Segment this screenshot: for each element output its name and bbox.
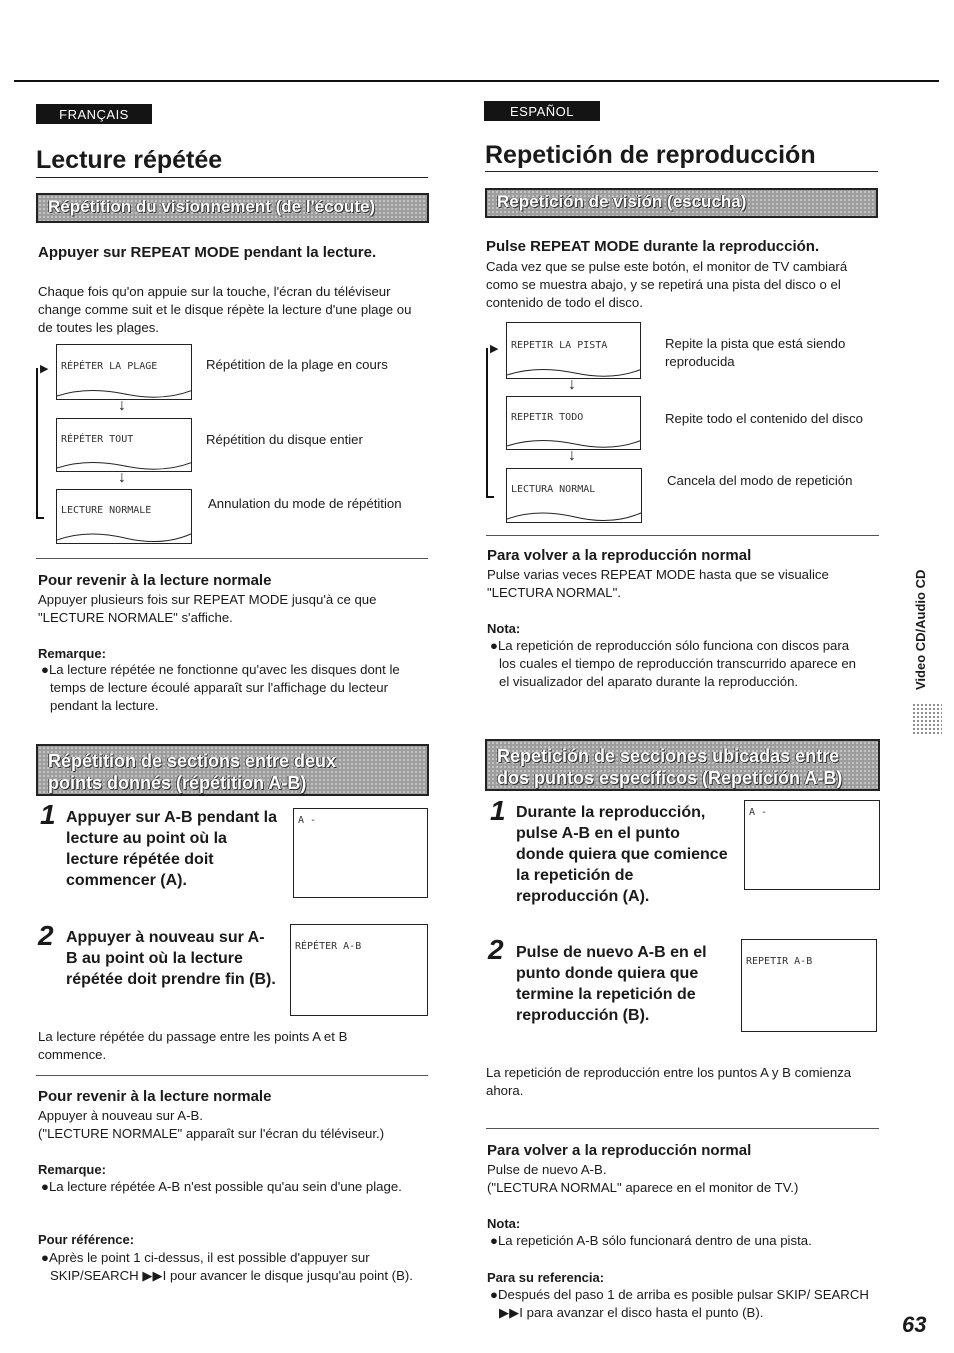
tv-screen-repeat-track-es: REPETIR LA PISTA (506, 322, 641, 367)
divider (486, 535, 879, 536)
step-number-1: 1 (40, 799, 56, 830)
ab-ref-body-fr: ●Après le point 1 ci-dessus, il est possible d'appuyer sur SKIP/SEARCH ▶▶I pour avancer le disque jusqu'au point (B). (41, 1250, 413, 1283)
ab-normal-body2-es: ("LECTURA NORMAL" aparece en el monitor de TV.) (487, 1180, 799, 1195)
step-number-2: 2 (488, 934, 504, 965)
lang-label-es: ESPAÑOL (484, 101, 600, 121)
cycle-desc-fr: Répétition du disque entier (206, 432, 363, 447)
tv-screen-repeat-all-es: REPETIR TODO (506, 396, 641, 438)
title-rule-fr (36, 177, 428, 178)
title-rule-es (485, 171, 878, 172)
step-text-2-es: Pulse de nuevo A-B en el punto donde quiera que termine la repetición de reproducción (B). (516, 944, 707, 1024)
cycle-desc-es: Repite todo el contenido del disco (665, 411, 863, 426)
cycle-bracket-es (486, 348, 494, 498)
cycle-desc-es: Repite la pista que está siendo reproducida (665, 336, 846, 369)
top-rule (14, 80, 939, 82)
instruction-body-es: Cada vez que se pulse este botón, el monitor de TV cambiará como se muestra abajo, y se repetirá una pista del disco o el contenido de todo el disco. (486, 259, 848, 310)
tv-screen-ab-start-es: A - (744, 800, 880, 890)
instruction-heading-fr: Appuyer sur REPEAT MODE pendant la lecture. (38, 244, 377, 261)
tv-screen-repeat-track-fr: RÉPÉTER LA PLAGE (56, 344, 192, 388)
normal-body-es: Pulse varias veces REPEAT MODE hasta que se visualice "LECTURA NORMAL". (487, 567, 829, 600)
ab-note-label-es: Nota: (487, 1216, 521, 1231)
note-label-es: Nota: (487, 621, 521, 636)
page-number: 63 (902, 1312, 927, 1337)
normal-heading-fr: Pour revenir à la lecture normale (38, 572, 272, 589)
section-band-ab-es: Repetición de secciones ubicadas entre dos puntos específicos (Repetición A-B) (485, 739, 880, 791)
ab-normal-heading-fr: Pour revenir à la lecture normale (38, 1088, 272, 1105)
tv-screen-wave-es (506, 508, 642, 523)
ab-result-es: La repetición de reproducción entre los puntos A y B comienza ahora. (486, 1065, 852, 1098)
ab-ref-body-es: ●Después del paso 1 de arriba es posible pulsar SKIP/ SEARCH ▶▶I para avanzar el disco hasta el punto (B). (490, 1287, 869, 1320)
instruction-heading-es: Pulse REPEAT MODE durante la reproducción. (486, 238, 820, 255)
ab-ref-label-fr: Pour référence: (38, 1232, 135, 1247)
note-body-es: ●La repetición de reproducción sólo funciona con discos para los cuales el tiempo de reproducción transcurrido aparece en el visualizador del aparato durante la reproducción. (490, 638, 856, 689)
normal-heading-es: Para volver a la reproducción normal (487, 547, 752, 564)
step-text-2-fr: Appuyer à nouveau sur A-B au point où la lecture répétée doit prendre fin (B). (66, 929, 276, 988)
side-section-label: Video CD/Audio CD (913, 569, 928, 690)
ab-result-fr: La lecture répétée du passage entre les points A et B commence. (38, 1029, 348, 1062)
step-number-2: 2 (38, 920, 54, 951)
arrow-down-icon: ↓ (568, 376, 576, 393)
tv-screen-normal-es: LECTURA NORMAL (506, 468, 642, 510)
tv-screen-ab-fr: RÉPÉTER A-B (290, 924, 428, 1016)
page-title-fr: Lecture répétée (36, 146, 223, 174)
divider (36, 558, 428, 559)
tv-screen-repeat-all-fr: RÉPÉTER TOUT (56, 418, 192, 460)
tv-screen-ab-start-fr: A - (293, 808, 428, 898)
arrow-down-icon: ↓ (118, 469, 126, 486)
ab-normal-body1-fr: Appuyer à nouveau sur A-B. (38, 1108, 203, 1123)
lang-label-fr: FRANÇAIS (36, 104, 152, 124)
arrow-down-icon: ↓ (568, 447, 576, 464)
side-tab-pattern (912, 703, 942, 735)
ab-note-body-es: ●La repetición A-B sólo funcionará dentro de una pista. (490, 1233, 812, 1248)
note-body-fr: ●La lecture répétée ne fonctionne qu'avec les disques dont le temps de lecture écoulé apparaît sur l'affichage du lecteur pendant la lecture. (41, 662, 400, 713)
tv-screen-wave-fr (56, 529, 192, 544)
divider (486, 1128, 879, 1129)
ab-ref-label-es: Para su referencia: (487, 1270, 605, 1285)
tv-screen-normal-fr: LECTURE NORMALE (56, 489, 192, 531)
step-number-1: 1 (490, 795, 506, 826)
tv-screen-ab-es: REPETIR A-B (741, 939, 877, 1032)
cycle-desc-es: Cancela del modo de repetición (667, 473, 853, 488)
ab-note-body-fr: ●La lecture répétée A-B n'est possible qu'au sein d'une plage. (41, 1179, 402, 1194)
divider (36, 1075, 428, 1076)
page-title-es: Repetición de reproducción (485, 141, 816, 169)
cycle-desc-fr: Répétition de la plage en cours (206, 357, 388, 372)
cycle-arrow-icon: ▶ (490, 343, 499, 355)
ab-normal-body2-fr: ("LECTURE NORMALE" apparaît sur l'écran du téléviseur.) (38, 1126, 385, 1141)
section-band-repeat-fr: Répétition du visionnement (de l'écoute) (36, 193, 429, 223)
cycle-bracket-fr (36, 368, 44, 519)
step-text-1-es: Durante la reproducción, pulse A-B en el punto donde quiera que comience la repetición de reproducción (A). (516, 804, 728, 905)
ab-normal-body1-es: Pulse de nuevo A-B. (487, 1162, 607, 1177)
arrow-down-icon: ↓ (118, 397, 126, 414)
ab-note-label-fr: Remarque: (38, 1162, 106, 1177)
cycle-desc-fr: Annulation du mode de répétition (208, 496, 402, 511)
section-band-repeat-es: Repetición de visión (escucha) (485, 188, 878, 218)
step-text-1-fr: Appuyer sur A-B pendant la lecture au point où la lecture répétée doit commencer (A). (66, 809, 277, 889)
cycle-arrow-icon: ▶ (40, 363, 49, 375)
normal-body-fr: Appuyer plusieurs fois sur REPEAT MODE jusqu'à ce que "LECTURE NORMALE" s'affiche. (38, 592, 377, 625)
instruction-body-fr: Chaque fois qu'on appuie sur la touche, l'écran du téléviseur change comme suit et le disque répète la lecture d'une plage ou de toutes les plages. (38, 284, 412, 335)
note-label-fr: Remarque: (38, 646, 106, 661)
section-band-ab-fr: Répétition de sections entre deux points donnés (répétition A-B) (36, 744, 429, 796)
ab-normal-heading-es: Para volver a la reproducción normal (487, 1142, 752, 1159)
